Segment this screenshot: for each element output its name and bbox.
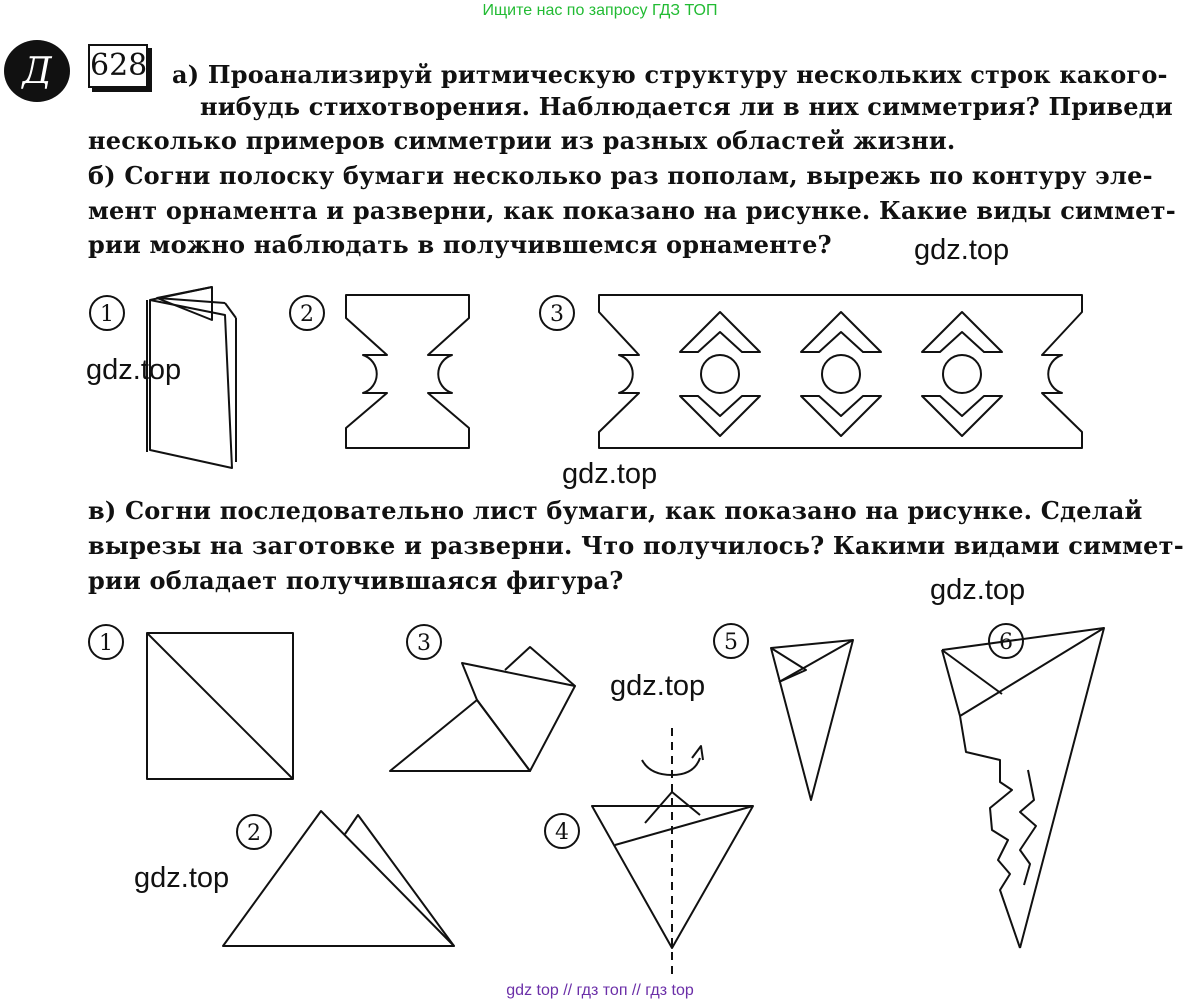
task-a-line-2: нибудь стихотворения. Наблюдается ли в них симметрия? Приведи: [200, 92, 1173, 121]
fold-step-1-square: [147, 633, 293, 779]
difficulty-badge: Д: [4, 40, 70, 102]
task-b-line-1: б) Согни полоску бумаги несколько раз пополам, вырежь по контуру эле-: [88, 161, 1153, 190]
task-b-line-3: рии можно наблюдать в получившемся орнаменте?: [88, 230, 832, 259]
fold-step-2-label: [237, 815, 271, 849]
task-a-line-1: а) Проанализируй ритмическую структуру нескольких строк какого-: [172, 60, 1168, 89]
footer-links[interactable]: gdz top // гдз топ // гдз top: [506, 982, 694, 999]
fold-step-4-label: [545, 814, 579, 848]
search-hint-link[interactable]: Ищите нас по запросу ГДЗ ТОП: [482, 2, 718, 19]
svg-text:3: 3: [417, 631, 431, 656]
unfolded-ornament-drawing: [599, 295, 1082, 448]
svg-text:1: 1: [100, 302, 114, 327]
fold-step-1-label: [89, 625, 123, 659]
fold-step-3-label: [407, 625, 441, 659]
fold-step-4-shape: [592, 728, 753, 975]
task-number: 628: [88, 44, 148, 88]
fold-step-5-label: [714, 624, 748, 658]
strip-fig-3-label: [540, 296, 574, 330]
watermark: gdz.top: [930, 574, 1026, 606]
cut-element-drawing: [346, 295, 469, 448]
strip-fig-1-label: [90, 296, 124, 330]
task-c-line-3: рии обладает получившаяся фигура?: [88, 566, 624, 595]
task-c-line-1: в) Согни последовательно лист бумаги, как показано на рисунке. Сделай: [88, 496, 1143, 525]
watermark: gdz.top: [562, 458, 658, 490]
fold-step-3-shape: [390, 647, 575, 771]
svg-text:4: 4: [555, 820, 569, 845]
fold-step-5-shape: [771, 640, 853, 800]
svg-text:6: 6: [999, 630, 1013, 655]
watermark: gdz.top: [914, 234, 1010, 266]
fold-step-6-cut-shape: [942, 628, 1104, 948]
svg-text:2: 2: [300, 302, 314, 327]
strip-fig-2-label: [290, 296, 324, 330]
watermark: gdz.top: [610, 670, 706, 702]
watermark: gdz.top: [134, 862, 230, 894]
task-c-line-2: вырезы на заготовке и разверни. Что получилось? Какими видами симмет-: [88, 531, 1184, 560]
task-a-line-3: несколько примеров симметрии из разных областей жизни.: [88, 126, 956, 155]
svg-text:3: 3: [550, 302, 564, 327]
watermark: gdz.top: [86, 354, 182, 386]
svg-text:5: 5: [724, 630, 738, 655]
svg-text:2: 2: [247, 821, 261, 846]
folded-strip-drawing: [147, 287, 236, 468]
task-b-line-2: мент орнамента и разверни, как показано на рисунке. Какие виды симмет-: [88, 196, 1176, 225]
svg-text:1: 1: [99, 631, 113, 656]
